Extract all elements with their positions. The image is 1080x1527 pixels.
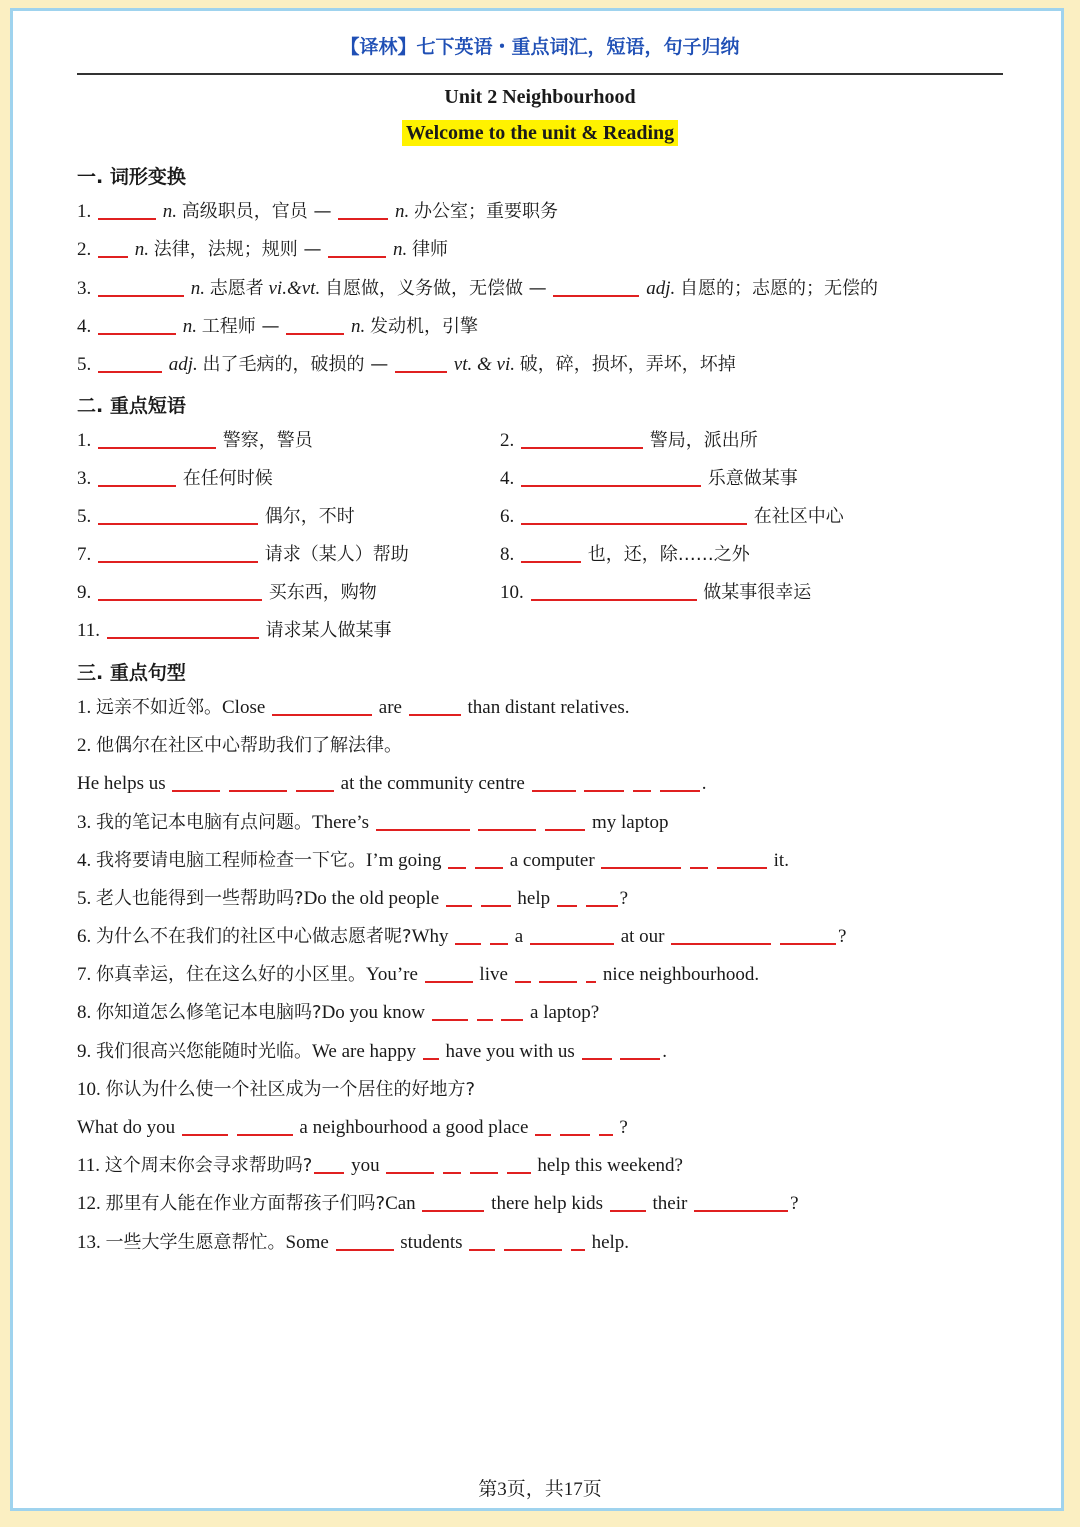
text: help this weekend?	[537, 1155, 683, 1176]
blank[interactable]	[586, 887, 618, 907]
phrase-item-10	[500, 581, 811, 605]
sentence-11	[77, 1154, 683, 1178]
item-num: 6.	[500, 506, 515, 527]
blank[interactable]	[504, 1231, 562, 1251]
blank[interactable]	[557, 887, 577, 907]
item-num: 7.	[77, 964, 92, 985]
item-num: 5.	[77, 888, 92, 909]
blank[interactable]	[521, 505, 747, 525]
text: .	[662, 1041, 668, 1062]
meaning: 做某事很幸运	[703, 582, 812, 603]
text: ?	[619, 888, 629, 909]
blank[interactable]	[660, 772, 700, 792]
sentence-9	[77, 1040, 667, 1064]
phrase-item-11	[77, 619, 392, 643]
blank[interactable]	[515, 963, 531, 983]
blank[interactable]	[98, 277, 184, 297]
page-footer: 第3页，共17页	[478, 1479, 602, 1500]
text: ?	[790, 1193, 799, 1214]
blank[interactable]	[272, 696, 372, 716]
phrase-item-8	[500, 543, 750, 567]
word-item-5	[77, 353, 736, 377]
text: a computer	[509, 850, 595, 871]
text: Close	[222, 697, 266, 718]
meaning: 法律，法规；规则 —	[153, 239, 322, 260]
page-header: 【译林】七下英语・重点词汇，短语，句子归纳	[340, 36, 740, 58]
blank[interactable]	[717, 849, 767, 869]
blank[interactable]	[481, 887, 511, 907]
blank[interactable]	[98, 429, 216, 449]
text: help	[517, 888, 551, 909]
item-num: 3.	[77, 812, 92, 833]
blank[interactable]	[338, 200, 388, 220]
blank[interactable]	[425, 963, 473, 983]
text: students	[400, 1232, 463, 1253]
text: at our	[620, 926, 665, 947]
chinese-sentence: 你知道怎么修笔记本电脑吗?	[96, 1002, 322, 1023]
text: .	[701, 773, 707, 794]
blank[interactable]	[490, 925, 508, 945]
meaning: 警察，警员	[222, 430, 313, 451]
sentence-2-en	[77, 772, 707, 796]
item-num: 8.	[77, 1002, 92, 1023]
subtitle-wrap	[0, 122, 1080, 145]
blank[interactable]	[532, 772, 576, 792]
blank[interactable]	[601, 849, 681, 869]
blank[interactable]	[521, 467, 701, 487]
blank[interactable]	[395, 353, 447, 373]
text: There’s	[312, 812, 369, 833]
sentence-12	[77, 1192, 799, 1216]
phrase-item-5	[77, 505, 355, 529]
header-rule	[77, 73, 1003, 75]
blank[interactable]	[633, 772, 651, 792]
text: are	[378, 697, 402, 718]
sentence-8	[77, 1001, 599, 1025]
chinese-sentence: 这个周末你会寻求帮助吗?	[104, 1155, 313, 1176]
meaning: 请求（某人）帮助	[264, 544, 409, 565]
item-num: 12.	[77, 1193, 101, 1214]
blank[interactable]	[531, 581, 697, 601]
blank[interactable]	[584, 772, 624, 792]
blank[interactable]	[328, 238, 386, 258]
word-item-4	[77, 315, 478, 339]
subtitle: Welcome to the unit & Reading	[402, 120, 678, 146]
blank[interactable]	[229, 772, 287, 792]
pos: n.	[182, 316, 197, 337]
blank[interactable]	[690, 849, 708, 869]
sentence-4	[77, 849, 789, 873]
item-num: 6.	[77, 926, 92, 947]
text: a	[514, 926, 524, 947]
blank[interactable]	[599, 1116, 613, 1136]
text: You’re	[366, 964, 418, 985]
blank[interactable]	[98, 581, 262, 601]
item-num: 4.	[500, 468, 515, 489]
meaning: 偶尔，不时	[264, 506, 355, 527]
text: than distant relatives.	[467, 697, 630, 718]
phrase-item-3	[77, 467, 273, 491]
blank[interactable]	[182, 1116, 228, 1136]
blank[interactable]	[553, 277, 639, 297]
blank[interactable]	[422, 1192, 484, 1212]
pos: n.	[190, 278, 205, 299]
item-num: 11.	[77, 620, 101, 641]
text: a neighbourhood a good place	[299, 1117, 529, 1138]
blank[interactable]	[409, 696, 461, 716]
pos: vt. & vi.	[453, 354, 515, 375]
section1-heading: 一. 词形变换	[77, 166, 186, 188]
text: We are happy	[312, 1041, 416, 1062]
item-num: 8.	[500, 544, 515, 565]
sentence-13	[77, 1231, 629, 1255]
phrase-item-6	[500, 505, 844, 529]
meaning: 买东西，购物	[268, 582, 377, 603]
meaning: 在社区中心	[753, 506, 844, 527]
blank[interactable]	[98, 505, 258, 525]
blank[interactable]	[694, 1192, 788, 1212]
blank[interactable]	[443, 1154, 461, 1174]
blank[interactable]	[314, 1154, 344, 1174]
text: there help kids	[491, 1193, 604, 1214]
item-num: 1.	[77, 697, 92, 718]
text: Some	[285, 1232, 329, 1253]
item-num: 10.	[77, 1079, 101, 1100]
pos: n.	[394, 201, 410, 222]
blank[interactable]	[98, 200, 156, 220]
text: He helps us	[77, 773, 166, 794]
meaning: 破，碎，损坏，弄坏，坏掉	[519, 354, 736, 375]
blank[interactable]	[620, 1040, 660, 1060]
text: ?	[837, 926, 847, 947]
item-num: 1.	[77, 430, 92, 451]
blank[interactable]	[296, 772, 334, 792]
blank[interactable]	[539, 963, 577, 983]
phrase-item-9	[77, 581, 377, 605]
blank[interactable]	[448, 849, 466, 869]
chinese-sentence: 你认为什么使一个社区成为一个居住的好地方?	[105, 1079, 476, 1100]
item-num: 2.	[77, 735, 92, 756]
sentence-3	[77, 811, 669, 835]
item-num: 13.	[77, 1232, 101, 1253]
meaning: 出了毛病的，破损的 —	[202, 354, 389, 375]
text: my laptop	[591, 812, 669, 833]
blank[interactable]	[582, 1040, 612, 1060]
chinese-sentence: 一些大学生愿意帮忙。	[105, 1232, 286, 1253]
text: Can	[385, 1193, 416, 1214]
blank[interactable]	[286, 315, 344, 335]
text: at the community centre	[340, 773, 525, 794]
sentence-5	[77, 887, 628, 911]
blank[interactable]	[107, 619, 259, 639]
text: What do you	[77, 1117, 176, 1138]
text: a laptop?	[530, 1002, 600, 1023]
meaning: 发动机，引擎	[369, 316, 478, 337]
blank[interactable]	[98, 543, 258, 563]
blank[interactable]	[477, 1001, 493, 1021]
item-num: 4.	[77, 316, 92, 337]
chinese-sentence: 为什么不在我们的社区中心做志愿者呢?	[96, 926, 412, 947]
text: help.	[591, 1232, 630, 1253]
meaning: 志愿者	[209, 278, 264, 299]
meaning: 请求某人做某事	[265, 620, 392, 641]
text: I’m going	[366, 850, 442, 871]
section2-heading: 二. 重点短语	[77, 395, 186, 417]
chinese-sentence: 那里有人能在作业方面帮孩子们吗?	[105, 1193, 386, 1214]
text: Why	[411, 926, 449, 947]
blank[interactable]	[586, 963, 596, 983]
word-item-1	[77, 200, 558, 224]
blank[interactable]	[507, 1154, 531, 1174]
sentence-2-zh	[77, 734, 402, 758]
blank[interactable]	[469, 1231, 495, 1251]
chinese-sentence: 远亲不如近邻。	[96, 697, 222, 718]
chinese-sentence: 他偶尔在社区中心帮助我们了解法律。	[96, 735, 402, 756]
blank[interactable]	[478, 811, 536, 831]
blank[interactable]	[530, 925, 614, 945]
text: Do you know	[321, 1002, 426, 1023]
pos: n.	[134, 239, 149, 260]
pos: n.	[162, 201, 177, 222]
text: have you with us	[445, 1041, 575, 1062]
item-num: 3.	[77, 468, 92, 489]
phrase-item-4	[500, 467, 798, 491]
text: nice neighbourhood.	[602, 964, 760, 985]
text: their	[652, 1193, 688, 1214]
text: Do the old people	[303, 888, 440, 909]
chinese-sentence: 我将要请电脑工程师检查一下它。	[96, 850, 366, 871]
blank[interactable]	[780, 925, 836, 945]
item-num: 1.	[77, 201, 92, 222]
text: live	[479, 964, 508, 985]
blank[interactable]	[545, 811, 585, 831]
item-num: 5.	[77, 354, 92, 375]
sentence-1	[77, 696, 629, 720]
meaning: 办公室；重要职务	[413, 201, 558, 222]
blank[interactable]	[501, 1001, 523, 1021]
pos: vi.&vt.	[268, 278, 321, 299]
item-num: 2.	[77, 239, 92, 260]
meaning: 乐意做某事	[707, 468, 798, 489]
blank[interactable]	[98, 238, 128, 258]
phrase-item-7	[77, 543, 409, 567]
blank[interactable]	[560, 1116, 590, 1136]
blank[interactable]	[376, 811, 470, 831]
meaning: 自愿做，义务做，无偿做 —	[324, 278, 547, 299]
blank[interactable]	[610, 1192, 646, 1212]
worksheet-page	[10, 8, 1064, 1511]
item-num: 2.	[500, 430, 515, 451]
item-num: 9.	[77, 1041, 92, 1062]
blank[interactable]	[172, 772, 220, 792]
blank[interactable]	[432, 1001, 468, 1021]
sentence-7	[77, 963, 759, 987]
chinese-sentence: 我们很高兴您能随时光临。	[96, 1041, 312, 1062]
text: ?	[619, 1117, 628, 1138]
section3-heading: 三. 重点句型	[77, 662, 186, 684]
sentence-10-en	[77, 1116, 628, 1140]
blank[interactable]	[671, 925, 771, 945]
pos: n.	[350, 316, 366, 337]
chinese-sentence: 老人也能得到一些帮助吗?	[96, 888, 304, 909]
blank[interactable]	[98, 353, 162, 373]
blank[interactable]	[386, 1154, 434, 1174]
blank[interactable]	[475, 849, 503, 869]
word-item-2	[77, 238, 448, 262]
sentence-10-zh	[77, 1078, 475, 1102]
text: you	[351, 1155, 380, 1176]
pos: n.	[392, 239, 408, 260]
blank[interactable]	[237, 1116, 293, 1136]
item-num: 7.	[77, 544, 92, 565]
meaning: 工程师 —	[201, 316, 280, 337]
chinese-sentence: 你真幸运，住在这么好的小区里。	[96, 964, 366, 985]
blank[interactable]	[98, 315, 176, 335]
item-num: 5.	[77, 506, 92, 527]
blank[interactable]	[521, 543, 581, 563]
blank[interactable]	[423, 1040, 439, 1060]
item-num: 10.	[500, 582, 524, 603]
item-num: 11.	[77, 1155, 101, 1176]
chinese-sentence: 我的笔记本电脑有点问题。	[96, 812, 312, 833]
unit-title: Unit 2 Neighbourhood	[444, 86, 636, 108]
meaning: 在任何时候	[182, 468, 273, 489]
blank[interactable]	[455, 925, 481, 945]
word-item-3	[77, 277, 878, 301]
blank[interactable]	[98, 467, 176, 487]
text: it.	[773, 850, 789, 871]
item-num: 9.	[77, 582, 92, 603]
item-num: 3.	[77, 278, 92, 299]
pos: adj.	[646, 278, 676, 299]
meaning: 警局，派出所	[649, 430, 758, 451]
blank[interactable]	[336, 1231, 394, 1251]
meaning: 也，还，除……之外	[587, 544, 750, 565]
phrase-item-2	[500, 429, 758, 453]
meaning: 律师	[411, 239, 448, 260]
pos: adj.	[168, 354, 198, 375]
meaning: 高级职员，官员 —	[181, 201, 332, 222]
blank[interactable]	[470, 1154, 498, 1174]
blank[interactable]	[446, 887, 472, 907]
blank[interactable]	[521, 429, 643, 449]
meaning: 自愿的；志愿的；无偿的	[679, 278, 878, 299]
blank[interactable]	[535, 1116, 551, 1136]
item-num: 4.	[77, 850, 92, 871]
phrase-item-1	[77, 429, 313, 453]
sentence-6	[77, 925, 846, 949]
blank[interactable]	[571, 1231, 585, 1251]
